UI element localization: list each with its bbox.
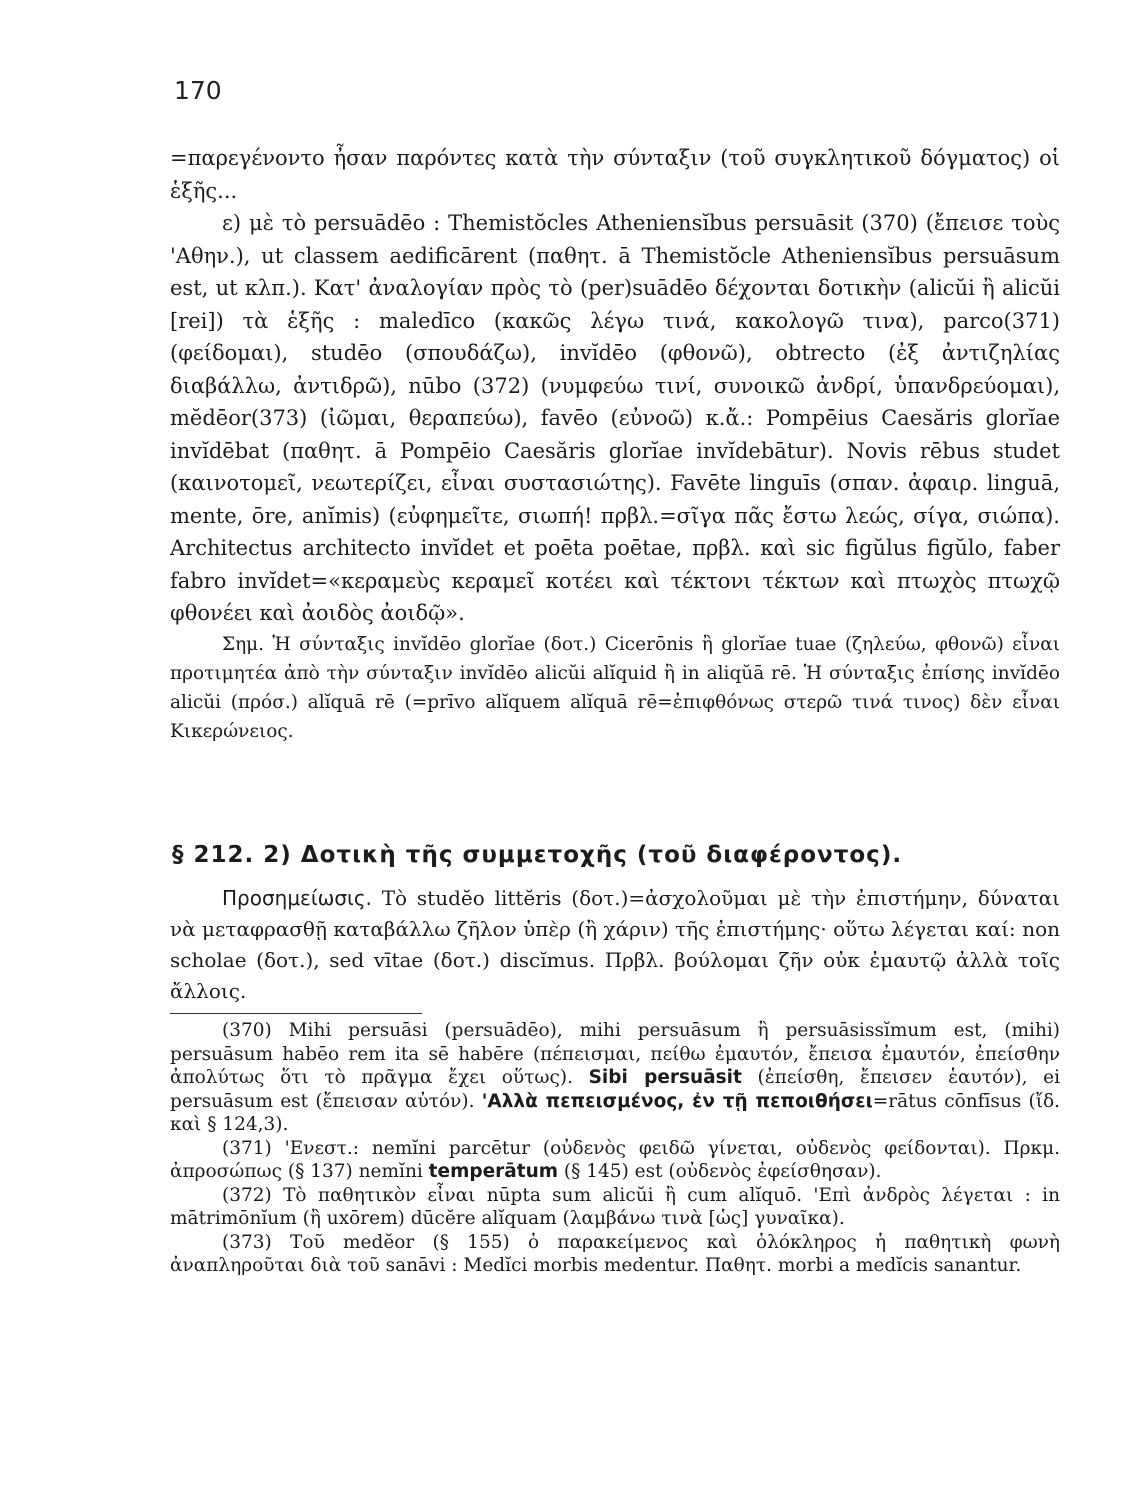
paragraph-note: Σημ. Ἡ σύνταξις invĭdēo glorĭae (δοτ.) Cicerōnis ἢ glorĭae tuae (ζηλεύω, φθονῶ) εἶναι προτιμητέα ἀπὸ τὴν σύνταξιν invĭdēo alicŭi alĭquid ἢ in aliqŭā rē. Ἡ σύνταξις ἐπίσης invĭdēo alicŭi (πρόσ.) alĭquā rē (=prīvo alĭquem alĭquā rē=ἐπιφθόνως στερῶ τινά τινος) δὲν εἶναι Κικερώνειος. — [170, 633, 1060, 742]
footnote-text: Τοῦ medĕor (§ 155) ὁ παρακείμενος καὶ ὁλόκληρος ἡ παθητικὴ φωνὴ ἀναπληροῦται διὰ τοῦ sanāvi : Medĭci morbis medentur. Παθητ. morbi a medĭcis sanantur. — [170, 1231, 1060, 1276]
paragraph-persuadeo: ε) μὲ τὸ persuādēo : Themistŏcles Atheniensĭbus persuāsit (370) (ἔπεισε τοὺς 'Αθην.), ut classem aedificārent (παθητ. ā Themistŏcle Atheniensĭbus persuāsum est, ut κλπ.). Κατ' ἀναλογίαν πρὸς τὸ (per)suādēo δέχονται δοτικὴν (alicŭi ἢ alicŭi [rei]) τὰ ἑξῆς : maledīco (κακῶς λέγω τινά, κακολογῶ τινα), parco(371) (φείδομαι), studēo (σπουδάζω), invĭdēo (φθονῶ), obtrecto (ἐξ ἀντιζηλίας διαβάλλω, ἀντιδρῶ), nūbo (372) (νυμφεύω τινί, συνοικῶ ἀνδρί, ὑπανδρεύομαι), mĕdēor(373) (ἰῶμαι, θεραπεύω), favēo (εὐνοῶ) κ.ἄ.: Pompēius Caesăris glorĭae invĭdēbat (παθητ. ā Pompēio Caesăris glorĭae invĭdebātur). Novis rēbus studet (καινοτομεῖ, νεωτερίζει, εἶναι συστασιώτης). Favēte linguīs (σπαν. ἀφαιρ. linguā, mente, ōre, anĭmis) (εὐφημεῖτε, σιωπή! πρβλ.=σῖγα πᾶς ἔστω λεώς, σίγα, σιώπα). Architectus architecto invĭdet et poēta poētae, πρβλ. καὶ sic figŭlus figŭlo, faber fabro invĭdet=«κεραμεὺς κεραμεῖ κοτέει καὶ τέκτονι τέκτων καὶ πτωχὸς πτωχῷ φθονέει καὶ ἀοιδὸς ἀοιδῷ». — [170, 211, 1060, 625]
paragraph-continuation: =παρεγένοντο ἦσαν παρόντες κατὰ τὴν σύνταξιν (τοῦ συγκλητικοῦ δόγματος) οἱ ἑξῆς... — [170, 146, 1060, 203]
page-number: 170 — [174, 76, 222, 105]
footnote-text: Τὸ παθητικὸν εἶναι nūpta sum alicŭi ἢ cum alĭquō. 'Επὶ ἀνδρὸς λέγεται : in mātrimōnĭum (ἢ uxōrem) dūcĕre alĭquam (λαμβάνω τινὰ [ὡς] γυναῖκα). — [170, 1184, 1060, 1229]
footnote-emphasis: Sibi persuāsit — [588, 1067, 742, 1088]
footnote-marker: (373) — [222, 1231, 272, 1253]
section-title: 2) Δοτικὴ τῆς συμμετοχῆς (τοῦ διαφέροντος). — [263, 842, 903, 868]
footnote-divider — [170, 1013, 422, 1014]
prefatory-note — [170, 883, 1060, 1007]
footnote-373 — [170, 1231, 1060, 1278]
footnotes — [170, 1019, 1060, 1278]
section-heading — [170, 842, 1060, 868]
footnote-text: (§ 145) est (οὐδενὸς ἐφείσθησαν). — [563, 1161, 882, 1182]
footnote-text: (ἐπείσθη, ἔπεισεν ἑαυτόν), ei persuāsum est (ἔπεισαν αὐτόν). — [170, 1067, 1060, 1112]
footnote-marker: (372) — [222, 1184, 272, 1206]
footnote-372 — [170, 1184, 1060, 1231]
main-text — [170, 142, 1060, 746]
section-number: § 212. — [172, 842, 255, 868]
footnote-text: Mihi persuāsi (persuādēo), mihi persuāsum ἢ persuāsissĭmum est, (mihi) persuāsum habēo rem ita sē habēre (πέπεισμαι, πείθω ἐμαυτόν, ἔπεισα ἐμαυτόν, ἐπείσθην ἀπολύτως ὅτι τὸ πρᾶγμα ἔχει οὕτως). — [170, 1020, 1060, 1088]
footnote-370 — [170, 1019, 1060, 1137]
prefatory-note-label: Προσημείωσις. — [222, 886, 372, 910]
footnote-emphasis: temperātum — [428, 1161, 559, 1182]
footnote-marker: (370) — [222, 1020, 272, 1041]
footnote-emphasis: 'Αλλὰ πεπεισμένος, ἐν τῇ πεποιθήσει — [481, 1090, 873, 1112]
footnote-371 — [170, 1137, 1060, 1184]
prefatory-note-text: Τὸ studĕo littĕris (δοτ.)=ἀσχολοῦμαι μὲ τὴν ἐπιστήμην, δύναται νὰ μεταφρασθῇ καταβάλλω ζῆλον ὑπὲρ (ἢ χάριν) τῆς ἐπιστήμης· οὕτω λέγεται καί: non scholae (δοτ.), sed vītae (δοτ.) discĭmus. Πρβλ. βούλομαι ζῆν οὐκ ἐμαυτῷ ἀλλὰ τοῖς ἄλλοις. — [170, 886, 1060, 1003]
footnote-text: =rātus cōnfīsus (ἴδ. καὶ § 124,3). — [170, 1090, 1060, 1135]
footnote-text: 'Ενεστ.: nemĭni parcētur (οὐδενὸς φειδῶ γίνεται, οὐδενὸς φείδονται). Πρκμ. ἀπροσώπως (§ 137) nemĭni — [170, 1137, 1060, 1182]
footnote-marker: (371) — [222, 1137, 272, 1159]
